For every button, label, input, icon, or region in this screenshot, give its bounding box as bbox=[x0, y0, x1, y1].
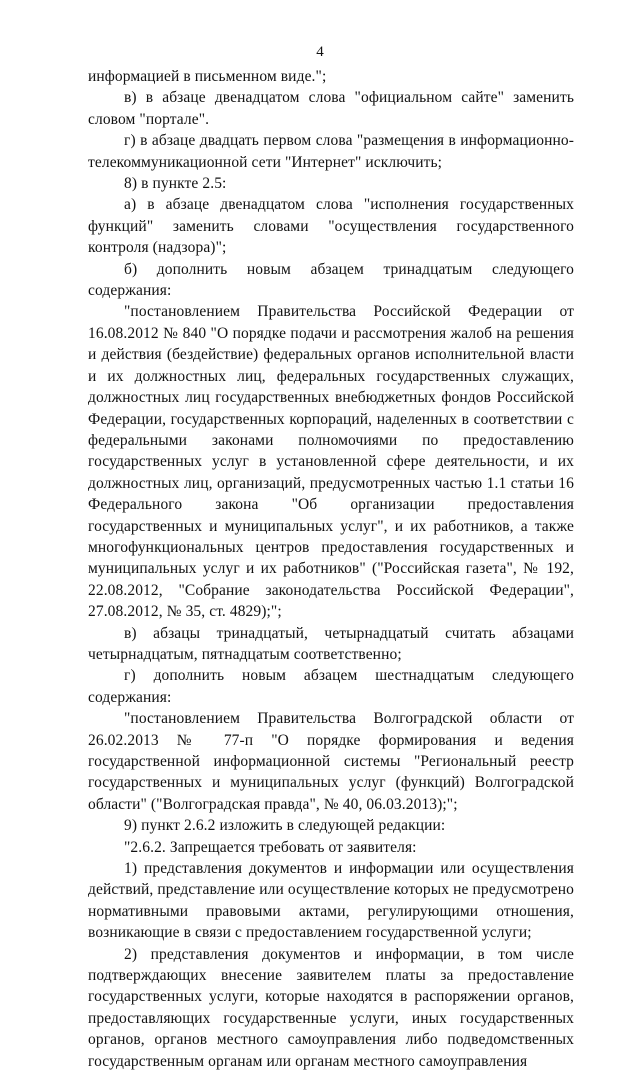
paragraph-item-v: в) в абзаце двенадцатом слова "официальном сайте" заменить словом "портале". bbox=[88, 89, 574, 128]
paragraph-quote-decree-77p: "постановлением Правительства Волгоградской области от 26.02.2013 № 77-п "О порядке формирования и ведения государственной информационной системы "Региональный реестр государственных и муниципальных услуг (функций) Волгоградской области" ("Волгоградская правда", № 40, 06.03.2013);"; bbox=[88, 710, 574, 813]
page-number: 4 bbox=[316, 44, 324, 60]
paragraph-point-9: 9) пункт 2.6.2 изложить в следующей редакции: bbox=[124, 817, 446, 835]
paragraph-item-g: г) в абзаце двадцать первом слова "размещения в информационно-телекоммуникационной сети "Интернет" исключить; bbox=[88, 132, 574, 171]
paragraph-item-a: а) в абзаце двенадцатом слова "исполнения государственных функций" заменить словами "осуществления государственного контроля (надзора)"; bbox=[88, 196, 574, 257]
paragraph-item-v-renumber: в) абзацы тринадцатый, четырнадцатый считать абзацами четырнадцатым, пятнадцатым соответственно; bbox=[88, 624, 574, 663]
document-body bbox=[88, 66, 574, 1072]
paragraph-clause-2-6-2: "2.6.2. Запрещается требовать от заявителя: bbox=[124, 838, 417, 856]
paragraph-point-8: 8) в пункте 2.5: bbox=[124, 175, 227, 193]
paragraph-item-g-add: г) дополнить новым абзацем шестнадцатым следующего содержания: bbox=[88, 667, 574, 706]
paragraph-continuation: информацией в письменном виде."; bbox=[88, 68, 327, 85]
paragraph-quote-decree-840: "постановлением Правительства Российской Федерации от 16.08.2012 № 840 "О порядке подачи и рассмотрения жалоб на решения и действия (бездействие) федеральных органов исполнительной власти и их должностных лиц, федеральных государственных служащих, должностных лиц государственных внебюджетных фондов Российской Федерации, государственных корпораций, наделенных в соответствии с федеральными законами полномочиями по предоставлению государственных услуг в установленной сфере деятельности, и их должностных лиц, организаций, предусмотренных частью 1.1 статьи 16 Федерального закона "Об организации предоставления государственных и муниципальных услуг", и их работников, а также многофункциональных центров предоставления государственных и муниципальных услуг и их работников" ("Российская газета", № 192, 22.08.2012, "Собрание законодательства Российской Федерации", 27.08.2012, № 35, ст. 4829);"; bbox=[88, 303, 574, 621]
paragraph-item-b: б) дополнить новым абзацем тринадцатым следующего содержания: bbox=[88, 260, 574, 300]
paragraph-subitem-1: 1) представления документов и информации или осуществления действий, представление или осуществление которых не предусмотрено нормативными правовыми актами, регулирующими отношения, возникающие в связи с предоставлением государственной услуги; bbox=[88, 860, 574, 942]
paragraph-subitem-2: 2) представления документов и информации, в том числе подтверждающих внесение заявителем платы за предоставление государственных услуги, которые находятся в распоряжении органов, предоставляющих государственные услуги, иных государственных органов, органов местного самоуправления либо подведомственных государственным органам или органам местного самоуправления bbox=[88, 945, 574, 1070]
